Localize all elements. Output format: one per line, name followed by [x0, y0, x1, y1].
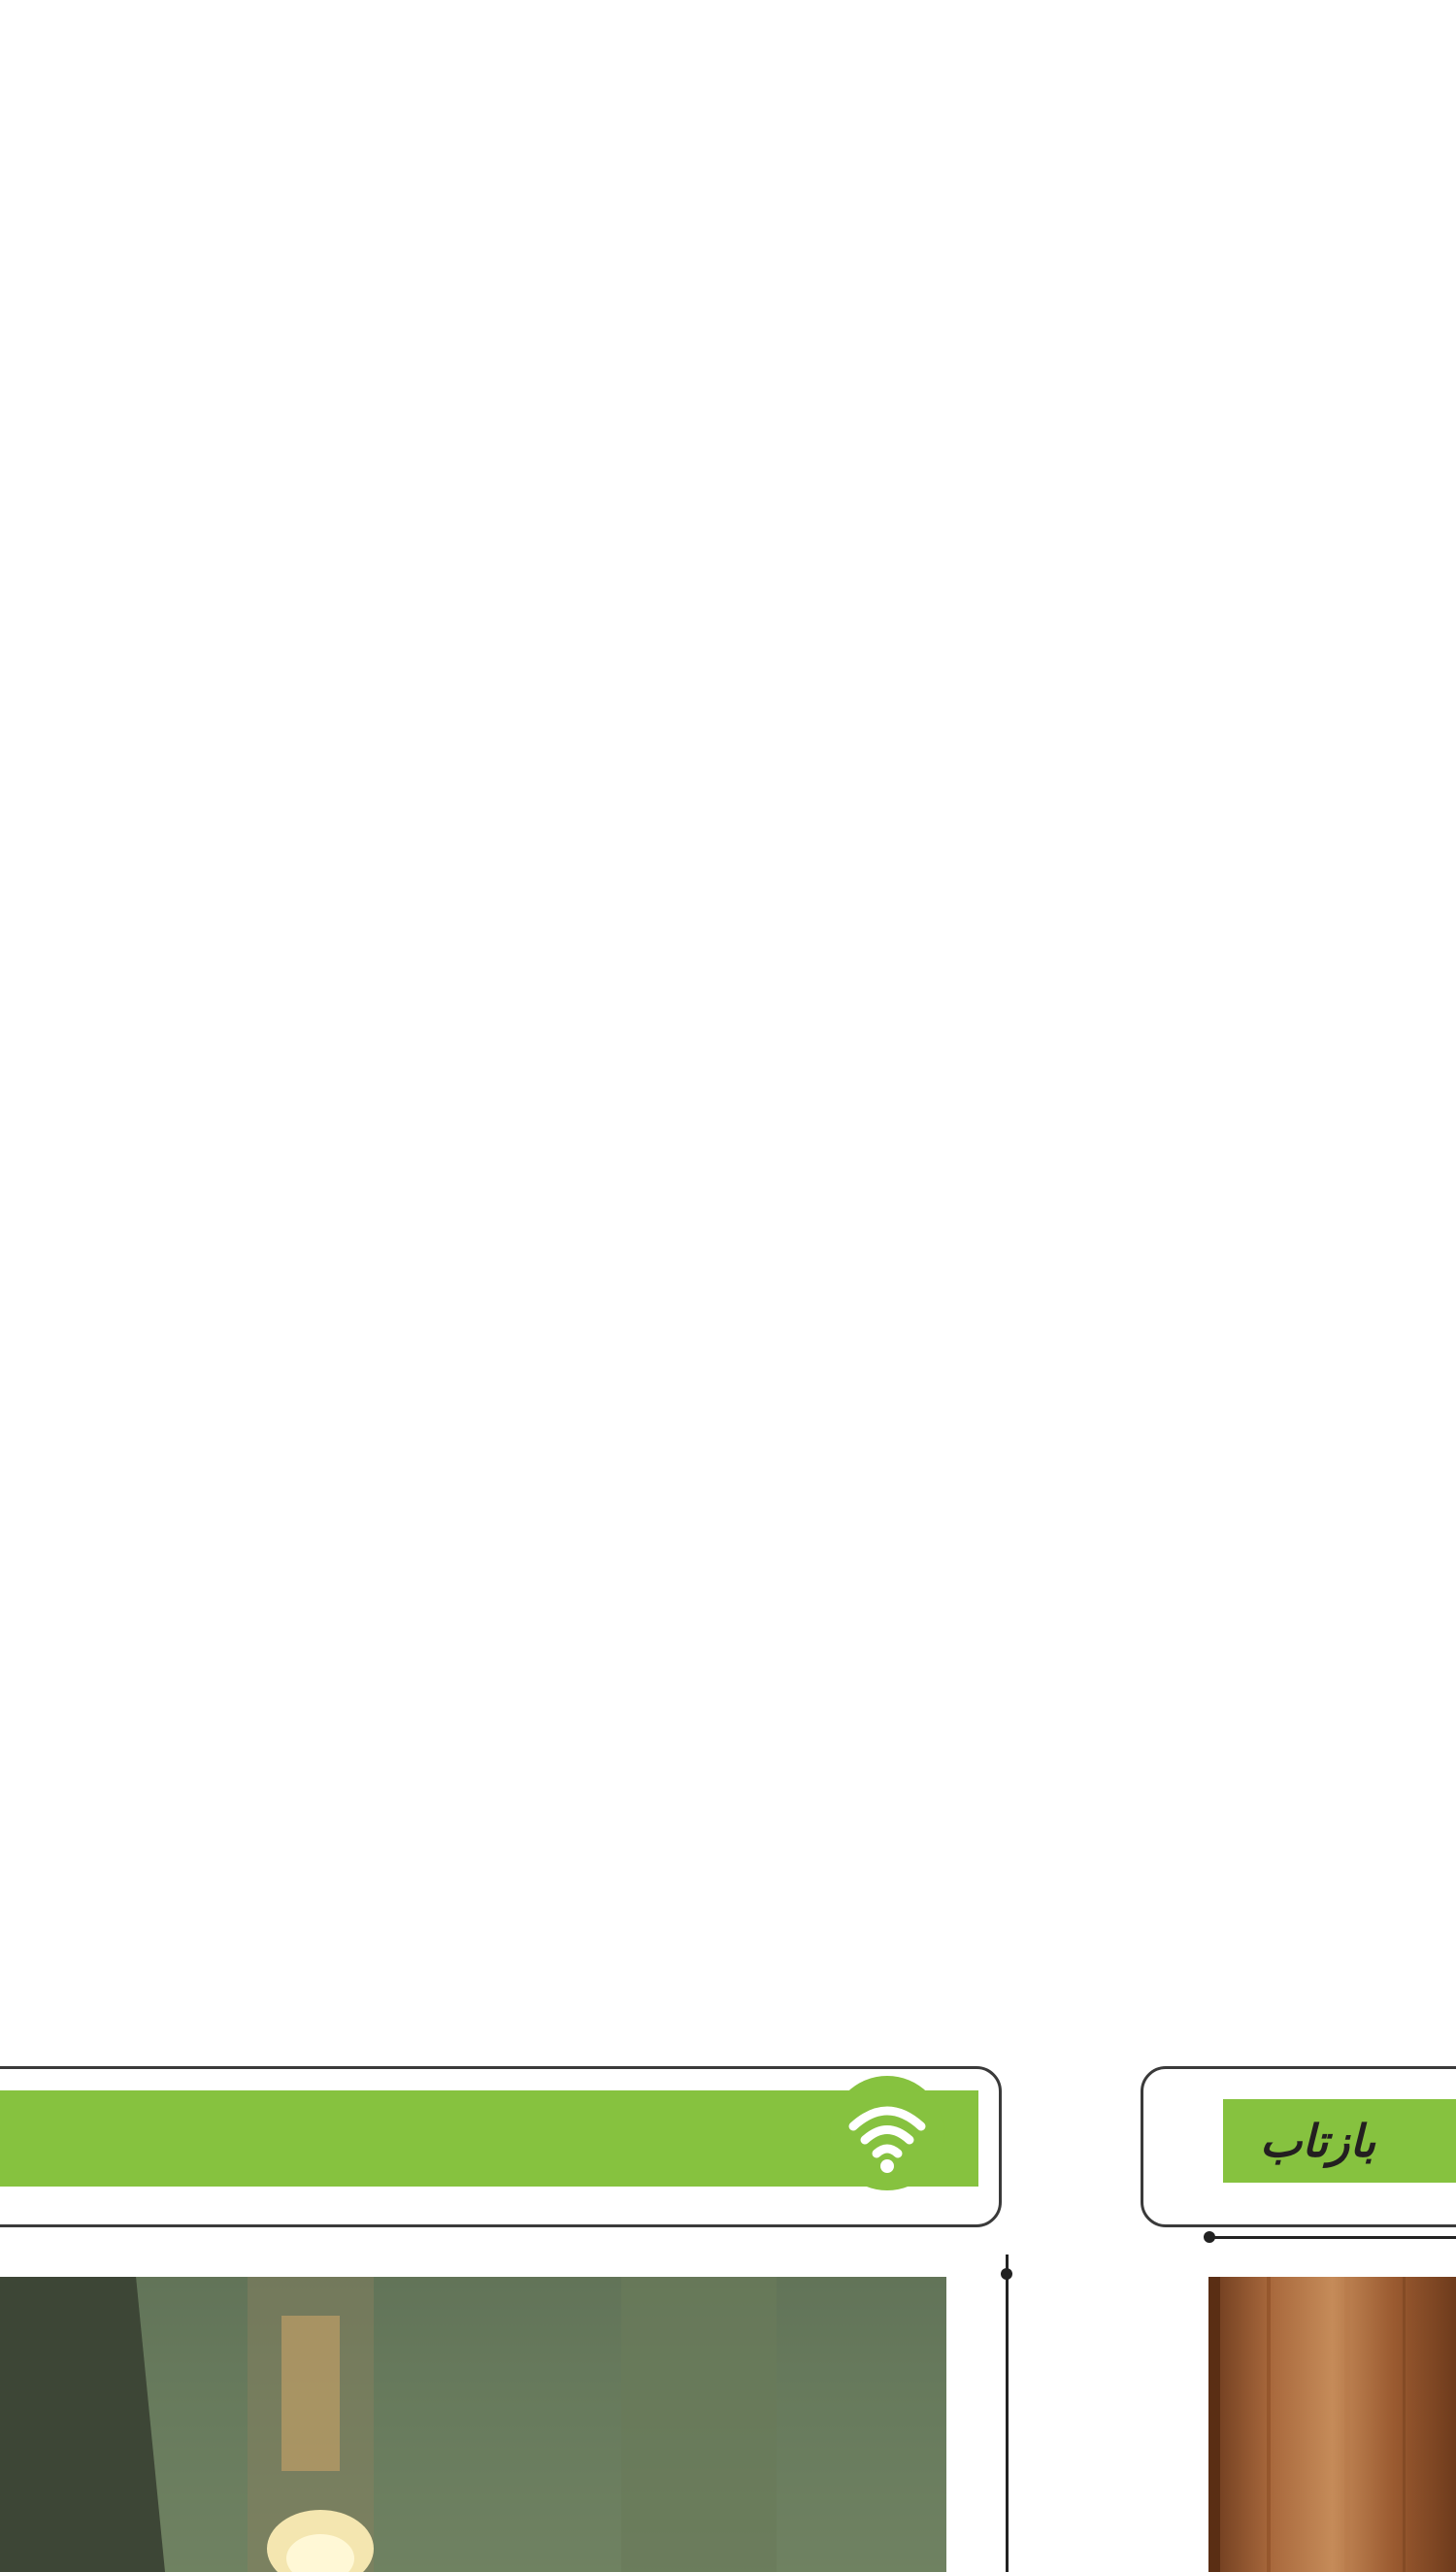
wifi-icon-badge — [830, 2076, 944, 2190]
band-notch — [1213, 2097, 1223, 2185]
candle-photo-illustration — [0, 2277, 946, 2572]
wifi-icon — [830, 2076, 944, 2190]
feedback-rule — [1208, 2236, 1456, 2239]
rule-dot — [1001, 2268, 1012, 2280]
feedback-title: بازتاب — [1260, 2115, 1376, 2167]
feedback-photo — [1208, 2277, 1456, 2572]
wood-texture — [1208, 2277, 1456, 2572]
column-rule — [1006, 2255, 1009, 2572]
feedback-rule-dot — [1204, 2231, 1215, 2243]
article-photo — [0, 2277, 946, 2572]
